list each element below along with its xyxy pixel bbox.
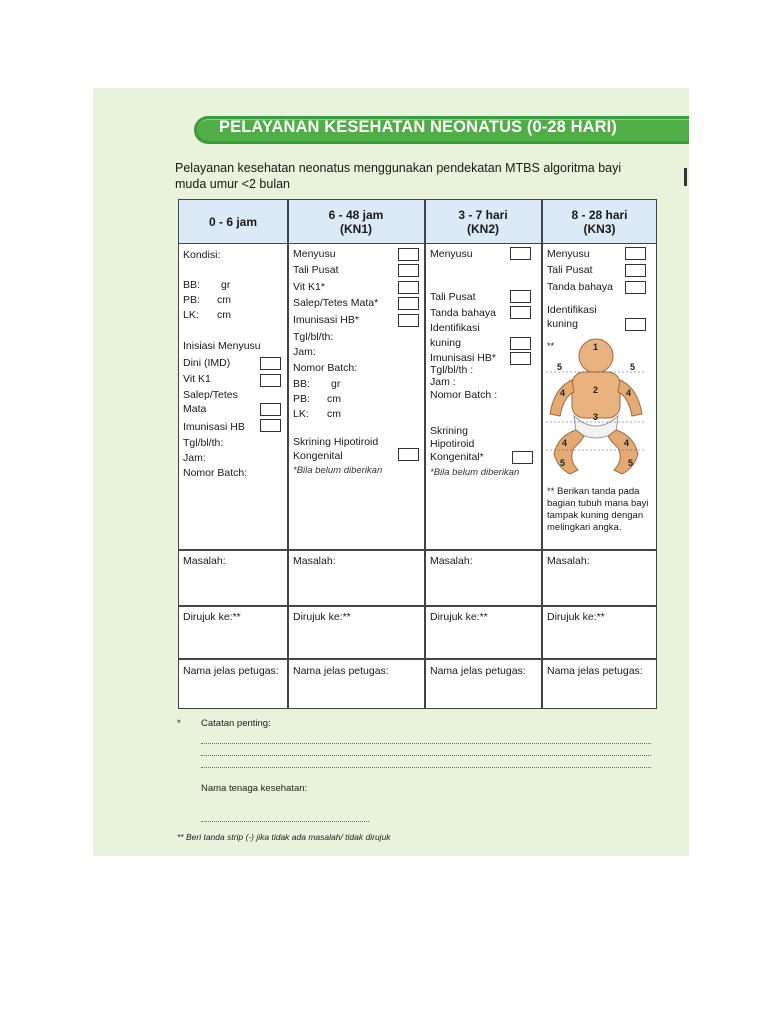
- dirujuk-label-4: Dirujuk ke:**: [547, 611, 605, 623]
- kn3-kuning-checkbox[interactable]: [625, 318, 646, 331]
- kn1-lk-unit: cm: [327, 408, 341, 420]
- salep-mata-checkbox[interactable]: [260, 403, 281, 416]
- kn2-kongenital-label: Kongenital*: [430, 451, 484, 463]
- kn1-batch-label: Nomor Batch:: [293, 362, 358, 374]
- kn1-lk-label: LK:: [293, 408, 309, 420]
- kn1-tali-pusat-checkbox[interactable]: [398, 264, 419, 277]
- nama-tenaga-label: Nama tenaga kesehatan:: [201, 783, 308, 794]
- kn1-imunisasi-checkbox[interactable]: [398, 314, 419, 327]
- tgl-label: Tgl/bl/th:: [183, 437, 224, 449]
- kn1-vitk1-checkbox[interactable]: [398, 281, 419, 294]
- bb-label: BB:: [183, 279, 200, 291]
- catatan-line-3[interactable]: [201, 767, 651, 768]
- body-number-4c: 4: [562, 438, 568, 448]
- masalah-label-1: Masalah:: [183, 555, 226, 567]
- column-header-0-6-jam: 0 - 6 jam: [208, 214, 258, 229]
- column-header-kn2: 3 - 7 hari (KN2): [458, 207, 508, 236]
- kn3-tali-pusat-label: Tali Pusat: [547, 264, 593, 276]
- kn3-menyusu-label: Menyusu: [547, 248, 590, 260]
- nama-petugas-label-4: Nama jelas petugas:: [547, 665, 643, 677]
- kn1-skrining-label: Skrining Hipotiroid: [293, 436, 379, 448]
- kn1-tgl-label: Tgl/bl/th:: [293, 331, 334, 343]
- nama-petugas-label-1: Nama jelas petugas:: [183, 665, 279, 677]
- pb-label: PB:: [183, 294, 200, 306]
- kn1-imunisasi-label: Imunisasi HB*: [293, 314, 359, 326]
- nomor-batch-label: Nomor Batch:: [183, 467, 248, 479]
- salep-label: Salep/Tetes: [183, 389, 238, 401]
- inisiasi-label: Inisiasi Menyusu: [183, 340, 261, 352]
- nama-petugas-label-3: Nama jelas petugas:: [430, 665, 526, 677]
- body-number-4b: 4: [626, 388, 632, 398]
- kn1-pb-label: PB:: [293, 393, 310, 405]
- body-number-1: 1: [593, 342, 599, 352]
- body-number-5c: 5: [560, 458, 566, 468]
- body-number-4a: 4: [560, 388, 566, 398]
- kn3-menyusu-checkbox[interactable]: [625, 247, 646, 260]
- page-title: PELAYANAN KESEHATAN NEONATUS (0-28 HARI): [219, 118, 617, 136]
- kn1-jam-label: Jam:: [293, 346, 316, 358]
- masalah-label-3: Masalah:: [430, 555, 473, 567]
- kn2-kuning-checkbox[interactable]: [510, 337, 531, 350]
- body-number-5a: 5: [557, 362, 563, 372]
- kn3-tali-pusat-checkbox[interactable]: [625, 264, 646, 277]
- vitk1-checkbox[interactable]: [260, 374, 281, 387]
- kn2-skrining-checkbox[interactable]: [512, 451, 533, 464]
- kn1-bb-unit: gr: [331, 378, 341, 390]
- kn1-pb-unit: cm: [327, 393, 341, 405]
- body-number-3: 3: [593, 412, 599, 422]
- kn2-kuning-label: kuning: [430, 337, 461, 349]
- dirujuk-label-3: Dirujuk ke:**: [430, 611, 488, 623]
- nama-petugas-label-2: Nama jelas petugas:: [293, 665, 389, 677]
- nama-tenaga-line[interactable]: [201, 821, 369, 822]
- body-number-5b: 5: [630, 362, 636, 372]
- vitk1-label: Vit K1: [183, 373, 211, 385]
- page-edge-mark: [684, 168, 687, 186]
- catatan-line-2[interactable]: [201, 755, 651, 756]
- bb-unit: gr: [221, 279, 231, 291]
- kn2-jam-label: Jam :: [430, 376, 456, 388]
- mata-label: Mata: [183, 403, 207, 415]
- dini-imd-checkbox[interactable]: [260, 357, 281, 370]
- catatan-label: Catatan penting:: [201, 718, 271, 729]
- baby-body-diagram: [544, 336, 648, 484]
- kn1-menyusu-label: Menyusu: [293, 248, 336, 260]
- masalah-label-2: Masalah:: [293, 555, 336, 567]
- lk-label: LK:: [183, 309, 199, 321]
- kn2-tanda-bahaya-checkbox[interactable]: [510, 306, 531, 319]
- kn1-tali-pusat-label: Tali Pusat: [293, 264, 339, 276]
- kn2-footnote: *Bila belum diberikan: [430, 467, 520, 478]
- kn2-menyusu-checkbox[interactable]: [510, 247, 531, 260]
- body-number-4d: 4: [624, 438, 630, 448]
- dini-imd-label: Dini (IMD): [183, 357, 231, 369]
- kn2-tali-pusat-checkbox[interactable]: [510, 290, 531, 303]
- kn1-vitk1-label: Vit K1*: [293, 281, 325, 293]
- dirujuk-label-2: Dirujuk ke:**: [293, 611, 351, 623]
- kn1-salep-checkbox[interactable]: [398, 297, 419, 310]
- kn3-kuning-label: kuning: [547, 318, 578, 330]
- kn1-salep-label: Salep/Tetes Mata*: [293, 297, 379, 309]
- kn3-tanda-bahaya-checkbox[interactable]: [625, 281, 646, 294]
- imunisasi-hb-checkbox[interactable]: [260, 419, 281, 432]
- pb-unit: cm: [217, 294, 231, 306]
- kn1-bb-label: BB:: [293, 378, 310, 390]
- kn1-menyusu-checkbox[interactable]: [398, 248, 419, 261]
- masalah-label-4: Masalah:: [547, 555, 590, 567]
- footnote-strip: ** Beri tanda strip (-) jika tidak ada masalah/ tidak dirujuk: [177, 832, 391, 842]
- column-header-kn3: 8 - 28 hari (KN3): [571, 207, 628, 236]
- imunisasi-hb-label: Imunisasi HB: [183, 421, 245, 433]
- lk-unit: cm: [217, 309, 231, 321]
- kn1-kongenital-label: Kongenital: [293, 450, 343, 462]
- kn2-tali-pusat-label: Tali Pusat: [430, 291, 476, 303]
- intro-text: Pelayanan kesehatan neonatus menggunakan pendekatan MTBS algoritma bayi muda umur <2 bulan: [175, 161, 622, 191]
- kn2-menyusu-label: Menyusu: [430, 248, 473, 260]
- kn2-identifikasi-label: Identifikasi: [430, 322, 480, 334]
- kn2-tanda-bahaya-label: Tanda bahaya: [430, 307, 496, 319]
- kn2-imunisasi-checkbox[interactable]: [510, 352, 531, 365]
- kn2-tgl-label: Tgl/bl/th :: [430, 364, 474, 376]
- kn1-footnote: *Bila belum diberikan: [293, 465, 383, 476]
- kn1-skrining-checkbox[interactable]: [398, 448, 419, 461]
- form-page: [93, 88, 689, 856]
- kn3-caption: ** Berikan tanda pada bagian tubuh mana bayi tampak kuning dengan melingkari angka.: [547, 486, 649, 533]
- kn2-batch-label: Nomor Batch :: [430, 389, 498, 401]
- dirujuk-label-1: Dirujuk ke:**: [183, 611, 241, 623]
- kn3-identifikasi-label: Identifikasi: [547, 304, 597, 316]
- kn2-skrining-label: Skrining: [430, 425, 468, 437]
- kondisi-label: Kondisi:: [183, 249, 221, 261]
- column-header-kn1: 6 - 48 jam (KN1): [328, 207, 384, 236]
- kn3-tanda-bahaya-label: Tanda bahaya: [547, 281, 613, 293]
- kn2-imunisasi-label: Imunisasi HB*: [430, 352, 496, 364]
- jam-label: Jam:: [183, 452, 206, 464]
- catatan-line-1[interactable]: [201, 743, 651, 744]
- footer-star: *: [177, 718, 181, 729]
- body-number-2: 2: [593, 385, 599, 395]
- body-number-5d: 5: [628, 458, 634, 468]
- kn2-hipotiroid-label: Hipotiroid: [430, 438, 475, 450]
- title-banner: [194, 116, 689, 144]
- kn3-stars: **: [547, 341, 555, 351]
